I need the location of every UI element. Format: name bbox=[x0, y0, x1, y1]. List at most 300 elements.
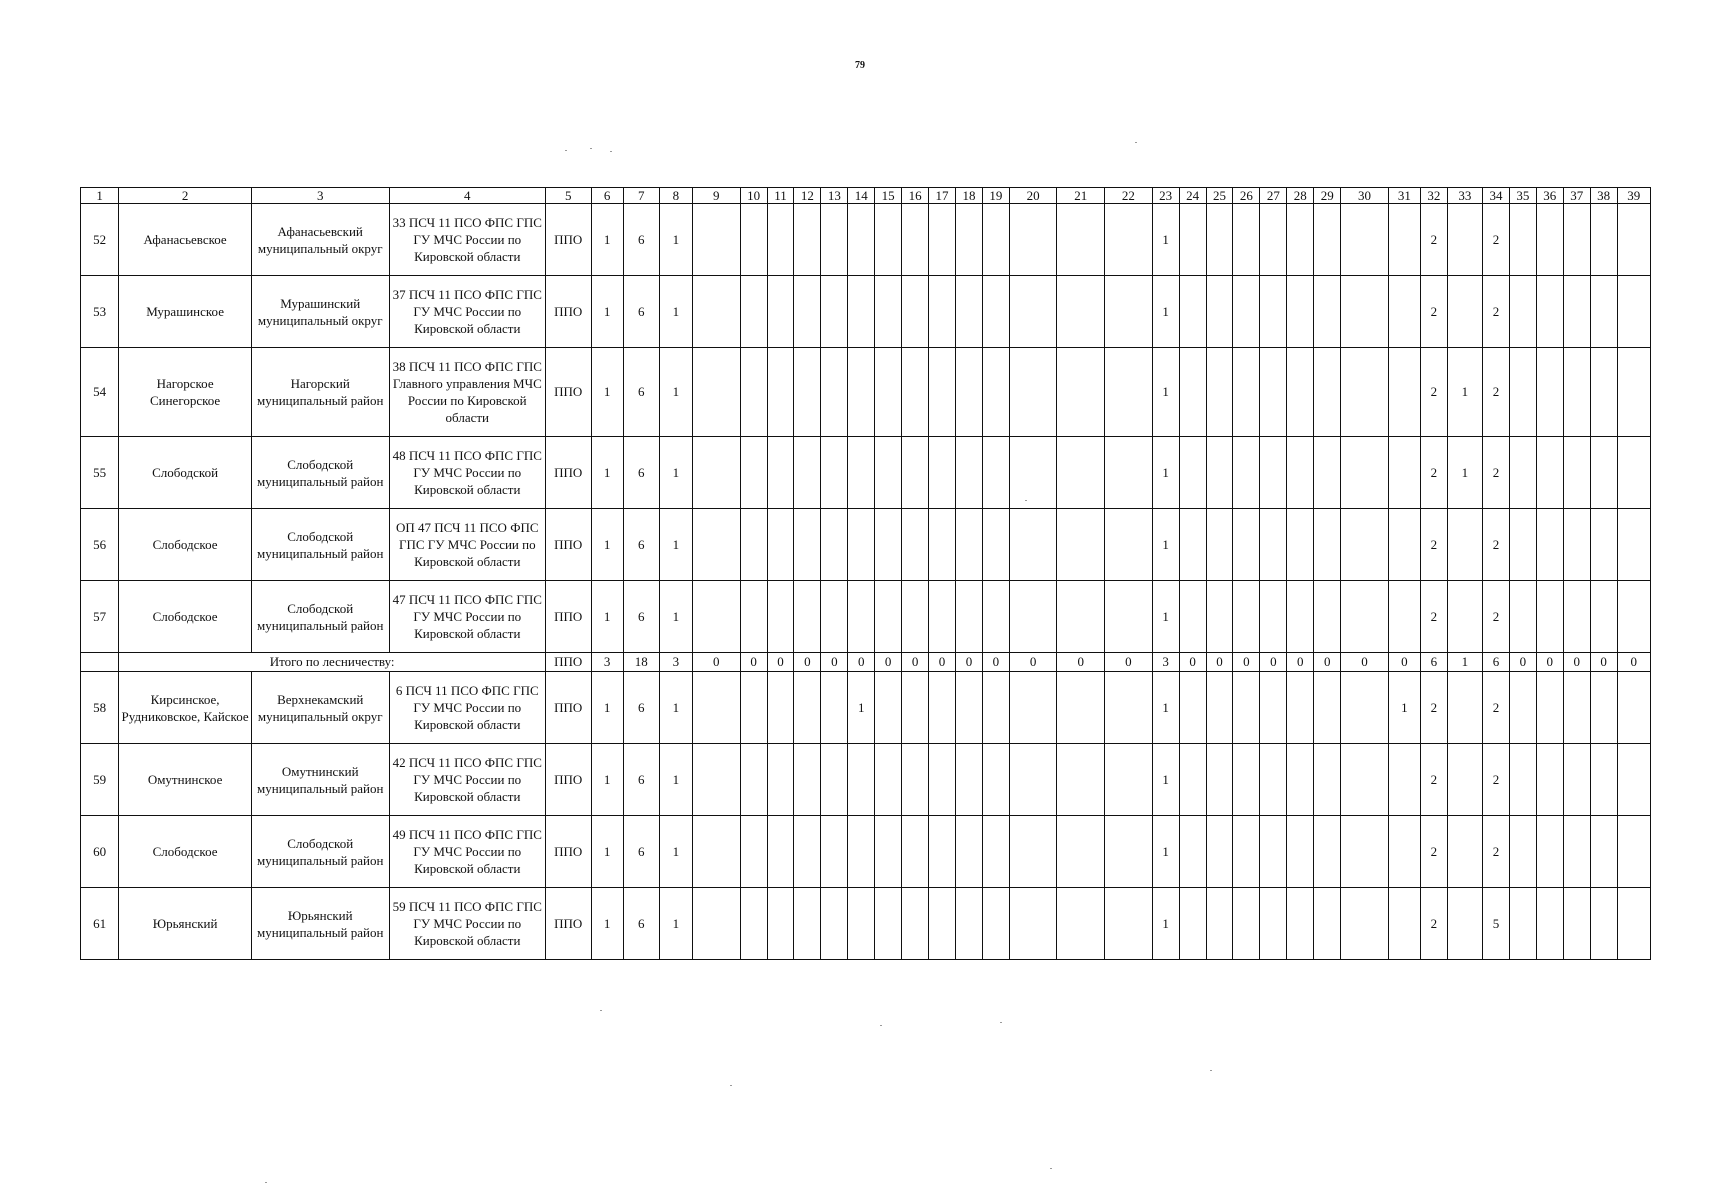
scan-speck bbox=[1050, 1168, 1052, 1169]
value-cell bbox=[1617, 672, 1650, 744]
value-cell bbox=[1057, 276, 1105, 348]
row-number: 53 bbox=[81, 276, 119, 348]
column-number-5: 5 bbox=[545, 188, 591, 204]
value-cell bbox=[1105, 204, 1153, 276]
value-cell bbox=[1447, 204, 1482, 276]
subtotal-cell: 0 bbox=[1206, 653, 1233, 672]
value-cell bbox=[1341, 509, 1389, 581]
column-number-17: 17 bbox=[929, 188, 956, 204]
value-cell: 2 bbox=[1420, 672, 1447, 744]
value-cell bbox=[1617, 276, 1650, 348]
value-cell bbox=[929, 744, 956, 816]
value-cell bbox=[794, 672, 821, 744]
unit-type: ППО bbox=[545, 888, 591, 960]
scan-speck bbox=[1000, 1022, 1002, 1023]
row-number: 57 bbox=[81, 581, 119, 653]
scan-speck bbox=[265, 1182, 267, 1183]
value-cell: 2 bbox=[1483, 744, 1510, 816]
value-cell bbox=[902, 276, 929, 348]
row-number: 52 bbox=[81, 204, 119, 276]
row-number: 55 bbox=[81, 437, 119, 509]
value-cell bbox=[982, 276, 1009, 348]
value-cell: 1 bbox=[659, 888, 692, 960]
subtotal-cell: 0 bbox=[902, 653, 929, 672]
row-number: 59 bbox=[81, 744, 119, 816]
value-cell bbox=[1590, 816, 1617, 888]
value-cell bbox=[1388, 437, 1420, 509]
value-cell bbox=[1536, 204, 1563, 276]
value-cell bbox=[982, 672, 1009, 744]
forestry-name: Слободское bbox=[119, 816, 252, 888]
value-cell: 1 bbox=[1388, 672, 1420, 744]
forestry-name: Слободской bbox=[119, 437, 252, 509]
value-cell bbox=[1388, 888, 1420, 960]
value-cell bbox=[767, 672, 794, 744]
value-cell: 1 bbox=[659, 744, 692, 816]
value-cell: 2 bbox=[1483, 581, 1510, 653]
value-cell bbox=[1536, 816, 1563, 888]
subtotal-cell: 0 bbox=[1617, 653, 1650, 672]
value-cell: 1 bbox=[659, 672, 692, 744]
value-cell bbox=[1105, 276, 1153, 348]
value-cell bbox=[1590, 348, 1617, 437]
value-cell bbox=[1179, 888, 1206, 960]
column-number-8: 8 bbox=[659, 188, 692, 204]
municipality: Верхнекамский муниципальный округ bbox=[251, 672, 389, 744]
value-cell bbox=[1590, 744, 1617, 816]
fire-unit: 6 ПСЧ 11 ПСО ФПС ГПС ГУ МЧС России по Кировской области bbox=[389, 672, 545, 744]
value-cell bbox=[1563, 204, 1590, 276]
column-number-35: 35 bbox=[1509, 188, 1536, 204]
value-cell bbox=[982, 581, 1009, 653]
value-cell bbox=[1009, 672, 1057, 744]
column-number-11: 11 bbox=[767, 188, 794, 204]
column-number-20: 20 bbox=[1009, 188, 1057, 204]
value-cell bbox=[1509, 509, 1536, 581]
value-cell bbox=[1617, 581, 1650, 653]
value-cell bbox=[848, 276, 875, 348]
column-number-37: 37 bbox=[1563, 188, 1590, 204]
municipality: Афанасьевский муниципальный округ bbox=[251, 204, 389, 276]
value-cell bbox=[1536, 744, 1563, 816]
value-cell bbox=[1057, 437, 1105, 509]
value-cell bbox=[1009, 204, 1057, 276]
value-cell bbox=[1509, 816, 1536, 888]
value-cell bbox=[875, 348, 902, 437]
column-number-9: 9 bbox=[692, 188, 740, 204]
value-cell bbox=[740, 672, 767, 744]
value-cell bbox=[1057, 888, 1105, 960]
column-number-19: 19 bbox=[982, 188, 1009, 204]
value-cell bbox=[1179, 509, 1206, 581]
subtotal-cell: 0 bbox=[1509, 653, 1536, 672]
table-row bbox=[81, 276, 1651, 348]
value-cell bbox=[1057, 204, 1105, 276]
value-cell bbox=[794, 581, 821, 653]
column-number-4: 4 bbox=[389, 188, 545, 204]
value-cell: 1 bbox=[1152, 348, 1179, 437]
column-number-18: 18 bbox=[955, 188, 982, 204]
value-cell: 1 bbox=[1152, 888, 1179, 960]
forestry-name: Афанасьевское bbox=[119, 204, 252, 276]
value-cell bbox=[1260, 744, 1287, 816]
value-cell bbox=[902, 744, 929, 816]
value-cell: 1 bbox=[659, 437, 692, 509]
column-number-28: 28 bbox=[1287, 188, 1314, 204]
column-number-header-row bbox=[81, 188, 1651, 204]
value-cell bbox=[1105, 816, 1153, 888]
value-cell bbox=[929, 816, 956, 888]
value-cell bbox=[875, 744, 902, 816]
value-cell bbox=[1233, 204, 1260, 276]
value-cell bbox=[1009, 348, 1057, 437]
value-cell bbox=[1287, 204, 1314, 276]
value-cell: 1 bbox=[1152, 581, 1179, 653]
value-cell bbox=[1009, 581, 1057, 653]
value-cell bbox=[1287, 888, 1314, 960]
fire-unit: 42 ПСЧ 11 ПСО ФПС ГПС ГУ МЧС России по Кировской области bbox=[389, 744, 545, 816]
value-cell: 1 bbox=[1152, 744, 1179, 816]
forestry-name: Мурашинское bbox=[119, 276, 252, 348]
municipality: Слободской муниципальный район bbox=[251, 437, 389, 509]
subtotal-cell: 3 bbox=[1152, 653, 1179, 672]
value-cell bbox=[1536, 888, 1563, 960]
value-cell bbox=[1590, 509, 1617, 581]
value-cell bbox=[767, 816, 794, 888]
value-cell bbox=[1509, 437, 1536, 509]
value-cell bbox=[1509, 744, 1536, 816]
value-cell bbox=[1447, 888, 1482, 960]
column-number-2: 2 bbox=[119, 188, 252, 204]
value-cell bbox=[740, 204, 767, 276]
value-cell: 1 bbox=[591, 672, 623, 744]
value-cell bbox=[848, 509, 875, 581]
value-cell bbox=[740, 348, 767, 437]
value-cell bbox=[794, 888, 821, 960]
subtotal-cell: 0 bbox=[1105, 653, 1153, 672]
scan-speck bbox=[610, 151, 612, 152]
value-cell bbox=[955, 276, 982, 348]
value-cell bbox=[982, 888, 1009, 960]
value-cell bbox=[848, 581, 875, 653]
column-number-31: 31 bbox=[1388, 188, 1420, 204]
value-cell bbox=[794, 744, 821, 816]
value-cell bbox=[1105, 509, 1153, 581]
value-cell bbox=[1009, 276, 1057, 348]
subtotal-cell: 0 bbox=[1590, 653, 1617, 672]
subtotal-cell: 3 bbox=[659, 653, 692, 672]
value-cell bbox=[1314, 888, 1341, 960]
value-cell bbox=[848, 204, 875, 276]
value-cell bbox=[875, 509, 902, 581]
value-cell bbox=[1447, 581, 1482, 653]
value-cell: 1 bbox=[1447, 437, 1482, 509]
forestry-name: Слободское bbox=[119, 581, 252, 653]
value-cell: 2 bbox=[1483, 204, 1510, 276]
value-cell bbox=[1617, 744, 1650, 816]
value-cell bbox=[1509, 581, 1536, 653]
value-cell bbox=[740, 581, 767, 653]
value-cell bbox=[692, 348, 740, 437]
subtotal-cell: 0 bbox=[955, 653, 982, 672]
value-cell bbox=[821, 509, 848, 581]
value-cell bbox=[929, 204, 956, 276]
value-cell bbox=[794, 816, 821, 888]
value-cell bbox=[1447, 672, 1482, 744]
value-cell bbox=[1341, 672, 1389, 744]
subtotal-cell: 0 bbox=[1341, 653, 1389, 672]
scan-speck bbox=[600, 1010, 602, 1011]
row-number: 56 bbox=[81, 509, 119, 581]
value-cell bbox=[1563, 509, 1590, 581]
value-cell bbox=[1388, 581, 1420, 653]
value-cell bbox=[1287, 348, 1314, 437]
value-cell: 2 bbox=[1420, 744, 1447, 816]
value-cell: 2 bbox=[1420, 888, 1447, 960]
value-cell bbox=[821, 437, 848, 509]
value-cell: 2 bbox=[1483, 509, 1510, 581]
value-cell bbox=[1314, 204, 1341, 276]
subtotal-cell: 0 bbox=[1287, 653, 1314, 672]
value-cell bbox=[1341, 816, 1389, 888]
value-cell bbox=[821, 888, 848, 960]
value-cell: 1 bbox=[1447, 348, 1482, 437]
column-number-15: 15 bbox=[875, 188, 902, 204]
value-cell bbox=[1233, 348, 1260, 437]
value-cell bbox=[875, 204, 902, 276]
table-row bbox=[81, 204, 1651, 276]
value-cell bbox=[1314, 509, 1341, 581]
value-cell: 1 bbox=[591, 204, 623, 276]
value-cell bbox=[767, 276, 794, 348]
value-cell bbox=[1341, 276, 1389, 348]
value-cell bbox=[1388, 348, 1420, 437]
column-number-26: 26 bbox=[1233, 188, 1260, 204]
value-cell bbox=[794, 276, 821, 348]
table-row bbox=[81, 744, 1651, 816]
value-cell bbox=[955, 437, 982, 509]
subtotal-cell: 0 bbox=[1179, 653, 1206, 672]
value-cell: 2 bbox=[1483, 276, 1510, 348]
value-cell bbox=[1617, 816, 1650, 888]
value-cell bbox=[1314, 816, 1341, 888]
value-cell bbox=[1536, 437, 1563, 509]
value-cell bbox=[902, 581, 929, 653]
value-cell bbox=[875, 581, 902, 653]
value-cell bbox=[929, 276, 956, 348]
subtotal-blank-cell bbox=[81, 653, 119, 672]
subtotal-cell: 0 bbox=[1233, 653, 1260, 672]
value-cell bbox=[848, 437, 875, 509]
value-cell bbox=[692, 744, 740, 816]
value-cell: 2 bbox=[1483, 437, 1510, 509]
value-cell bbox=[955, 672, 982, 744]
value-cell bbox=[929, 888, 956, 960]
column-number-13: 13 bbox=[821, 188, 848, 204]
forestry-name: Омутнинское bbox=[119, 744, 252, 816]
value-cell bbox=[1590, 888, 1617, 960]
value-cell bbox=[1536, 348, 1563, 437]
value-cell bbox=[1179, 204, 1206, 276]
value-cell bbox=[1105, 581, 1153, 653]
value-cell bbox=[1314, 276, 1341, 348]
value-cell bbox=[1388, 816, 1420, 888]
value-cell: 6 bbox=[623, 348, 659, 437]
value-cell bbox=[875, 888, 902, 960]
value-cell: 6 bbox=[623, 509, 659, 581]
value-cell: 1 bbox=[1152, 672, 1179, 744]
value-cell bbox=[955, 888, 982, 960]
row-number: 60 bbox=[81, 816, 119, 888]
value-cell bbox=[955, 204, 982, 276]
value-cell bbox=[1233, 509, 1260, 581]
value-cell bbox=[740, 276, 767, 348]
fire-unit: 38 ПСЧ 11 ПСО ФПС ГПС Главного управления МЧС России по Кировской области bbox=[389, 348, 545, 437]
value-cell bbox=[1206, 888, 1233, 960]
value-cell bbox=[740, 816, 767, 888]
value-cell bbox=[1590, 581, 1617, 653]
value-cell bbox=[1206, 581, 1233, 653]
value-cell bbox=[821, 204, 848, 276]
value-cell bbox=[929, 437, 956, 509]
row-number: 54 bbox=[81, 348, 119, 437]
value-cell: 1 bbox=[591, 816, 623, 888]
value-cell bbox=[1260, 276, 1287, 348]
unit-type: ППО bbox=[545, 581, 591, 653]
value-cell bbox=[767, 348, 794, 437]
value-cell bbox=[1009, 816, 1057, 888]
value-cell bbox=[1057, 348, 1105, 437]
value-cell bbox=[1009, 437, 1057, 509]
scan-speck bbox=[590, 148, 592, 149]
unit-type: ППО bbox=[545, 672, 591, 744]
value-cell bbox=[929, 348, 956, 437]
value-cell bbox=[740, 888, 767, 960]
municipality: Мурашинский муниципальный округ bbox=[251, 276, 389, 348]
municipality: Слободской муниципальный район bbox=[251, 816, 389, 888]
value-cell bbox=[1341, 204, 1389, 276]
value-cell bbox=[955, 348, 982, 437]
column-number-33: 33 bbox=[1447, 188, 1482, 204]
value-cell bbox=[1287, 744, 1314, 816]
value-cell bbox=[848, 348, 875, 437]
value-cell bbox=[1388, 276, 1420, 348]
value-cell bbox=[1260, 888, 1287, 960]
municipality: Слободской муниципальный район bbox=[251, 581, 389, 653]
value-cell bbox=[1447, 276, 1482, 348]
value-cell bbox=[1388, 744, 1420, 816]
table-row bbox=[81, 437, 1651, 509]
value-cell bbox=[1260, 509, 1287, 581]
value-cell: 1 bbox=[1152, 509, 1179, 581]
value-cell bbox=[1233, 276, 1260, 348]
value-cell bbox=[848, 888, 875, 960]
value-cell bbox=[1287, 509, 1314, 581]
value-cell bbox=[1179, 816, 1206, 888]
value-cell bbox=[1260, 348, 1287, 437]
value-cell bbox=[902, 509, 929, 581]
value-cell bbox=[821, 816, 848, 888]
unit-type: ППО bbox=[545, 437, 591, 509]
value-cell bbox=[692, 204, 740, 276]
subtotal-cell: 0 bbox=[767, 653, 794, 672]
column-number-32: 32 bbox=[1420, 188, 1447, 204]
value-cell bbox=[1563, 816, 1590, 888]
value-cell bbox=[692, 672, 740, 744]
subtotal-cell: 0 bbox=[875, 653, 902, 672]
value-cell: 2 bbox=[1483, 348, 1510, 437]
value-cell: 2 bbox=[1420, 816, 1447, 888]
column-number-3: 3 bbox=[251, 188, 389, 204]
column-number-16: 16 bbox=[902, 188, 929, 204]
value-cell bbox=[929, 509, 956, 581]
scan-speck bbox=[1025, 500, 1027, 501]
subtotal-cell: 0 bbox=[1536, 653, 1563, 672]
value-cell bbox=[929, 581, 956, 653]
value-cell bbox=[1179, 581, 1206, 653]
forestry-name: Кирсинское, Рудниковское, Кайское bbox=[119, 672, 252, 744]
value-cell bbox=[1009, 744, 1057, 816]
value-cell bbox=[1233, 888, 1260, 960]
value-cell bbox=[1105, 672, 1153, 744]
value-cell bbox=[692, 276, 740, 348]
value-cell: 1 bbox=[1152, 437, 1179, 509]
value-cell bbox=[1260, 816, 1287, 888]
value-cell bbox=[1206, 437, 1233, 509]
value-cell bbox=[875, 672, 902, 744]
value-cell: 1 bbox=[591, 509, 623, 581]
value-cell bbox=[1563, 581, 1590, 653]
column-number-36: 36 bbox=[1536, 188, 1563, 204]
value-cell bbox=[1206, 509, 1233, 581]
value-cell: 2 bbox=[1483, 672, 1510, 744]
table-row bbox=[81, 888, 1651, 960]
value-cell bbox=[955, 744, 982, 816]
fire-unit: 33 ПСЧ 11 ПСО ФПС ГПС ГУ МЧС России по Кировской области bbox=[389, 204, 545, 276]
table-row bbox=[81, 816, 1651, 888]
value-cell bbox=[1287, 672, 1314, 744]
value-cell bbox=[1617, 437, 1650, 509]
fire-unit: 37 ПСЧ 11 ПСО ФПС ГПС ГУ МЧС России по Кировской области bbox=[389, 276, 545, 348]
value-cell bbox=[1617, 888, 1650, 960]
unit-type: ППО bbox=[545, 744, 591, 816]
column-number-39: 39 bbox=[1617, 188, 1650, 204]
column-number-25: 25 bbox=[1206, 188, 1233, 204]
value-cell: 2 bbox=[1483, 816, 1510, 888]
value-cell bbox=[1617, 348, 1650, 437]
value-cell: 2 bbox=[1420, 204, 1447, 276]
value-cell: 1 bbox=[659, 204, 692, 276]
value-cell bbox=[1206, 744, 1233, 816]
value-cell: 2 bbox=[1420, 276, 1447, 348]
table-row bbox=[81, 581, 1651, 653]
municipality: Нагорский муниципальный район bbox=[251, 348, 389, 437]
value-cell bbox=[1563, 744, 1590, 816]
value-cell bbox=[1314, 437, 1341, 509]
value-cell bbox=[1314, 581, 1341, 653]
value-cell: 1 bbox=[659, 348, 692, 437]
value-cell bbox=[821, 348, 848, 437]
value-cell bbox=[1447, 816, 1482, 888]
value-cell bbox=[1233, 581, 1260, 653]
value-cell bbox=[1287, 276, 1314, 348]
value-cell bbox=[1287, 581, 1314, 653]
value-cell bbox=[875, 816, 902, 888]
value-cell bbox=[1563, 276, 1590, 348]
value-cell bbox=[1105, 744, 1153, 816]
column-number-1: 1 bbox=[81, 188, 119, 204]
value-cell: 2 bbox=[1420, 348, 1447, 437]
